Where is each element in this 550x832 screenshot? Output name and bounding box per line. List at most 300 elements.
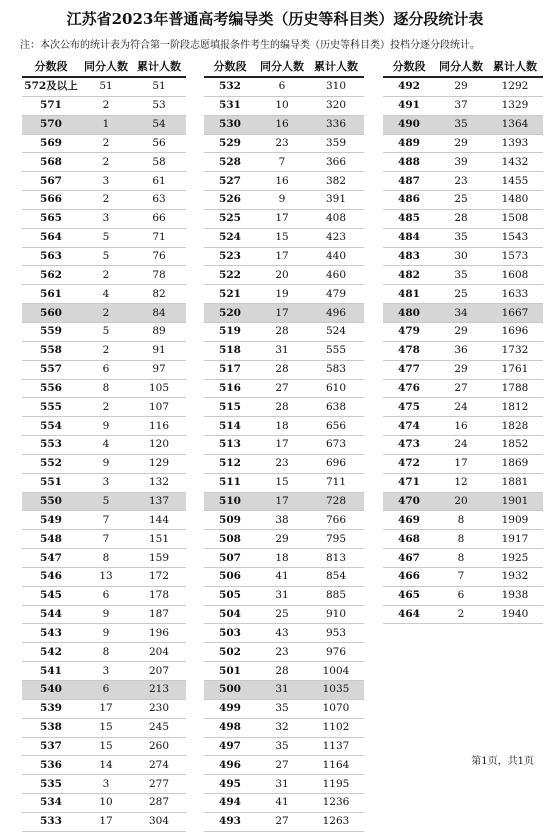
same-score-count-cell: 2 <box>80 398 132 417</box>
score-cell: 568 <box>22 153 80 172</box>
same-score-count-cell: 2 <box>80 341 132 360</box>
score-cell: 482 <box>383 266 435 285</box>
table-row <box>22 96 186 115</box>
table-row <box>22 153 186 172</box>
table-row <box>204 681 364 700</box>
score-cell: 483 <box>383 247 435 266</box>
score-cell: 548 <box>22 530 80 549</box>
cumulative-count-cell: 1070 <box>308 699 364 718</box>
same-score-count-cell: 12 <box>435 473 487 492</box>
score-cell: 571 <box>22 96 80 115</box>
same-score-count-cell: 28 <box>256 662 308 681</box>
same-score-count-cell: 38 <box>256 511 308 530</box>
same-score-count-cell: 37 <box>435 96 487 115</box>
same-score-count-cell: 9 <box>80 624 132 643</box>
same-score-count-cell: 3 <box>80 775 132 794</box>
same-score-count-cell: 28 <box>435 209 487 228</box>
cumulative-count-cell: 89 <box>132 322 186 341</box>
table-row <box>22 379 186 398</box>
same-score-count-cell: 5 <box>80 247 132 266</box>
score-cell: 541 <box>22 662 80 681</box>
cumulative-count-cell: 795 <box>308 530 364 549</box>
score-cell: 559 <box>22 322 80 341</box>
cumulative-count-cell: 1852 <box>487 436 543 455</box>
score-cell: 474 <box>383 417 435 436</box>
cumulative-count-cell: 58 <box>132 153 186 172</box>
table-row <box>204 398 364 417</box>
same-score-count-cell: 23 <box>435 172 487 191</box>
table-row <box>22 417 186 436</box>
same-score-count-cell: 2 <box>80 304 132 323</box>
cumulative-count-cell: 277 <box>132 775 186 794</box>
table-row <box>204 379 364 398</box>
score-cell: 465 <box>383 586 435 605</box>
score-cell: 533 <box>22 812 80 831</box>
same-score-count-cell: 15 <box>80 737 132 756</box>
table-row <box>204 662 364 681</box>
cumulative-count-cell: 976 <box>308 643 364 662</box>
same-score-count-cell: 35 <box>435 266 487 285</box>
score-cell: 488 <box>383 153 435 172</box>
table-row <box>204 153 364 172</box>
same-score-count-cell: 8 <box>80 379 132 398</box>
table-row <box>383 586 543 605</box>
table-row <box>383 134 543 153</box>
cumulative-count-cell: 1932 <box>487 567 543 586</box>
cumulative-count-cell: 583 <box>308 360 364 379</box>
same-score-count-cell: 7 <box>256 153 308 172</box>
cumulative-count-cell: 91 <box>132 341 186 360</box>
cumulative-count-cell: 766 <box>308 511 364 530</box>
table-row <box>22 586 186 605</box>
same-score-count-cell: 27 <box>435 379 487 398</box>
cumulative-count-cell: 460 <box>308 266 364 285</box>
cumulative-count-cell: 391 <box>308 191 364 210</box>
score-cell: 469 <box>383 511 435 530</box>
same-score-count-cell: 7 <box>80 511 132 530</box>
cumulative-count-cell: 71 <box>132 228 186 247</box>
cumulative-count-cell: 245 <box>132 718 186 737</box>
cumulative-count-cell: 320 <box>308 96 364 115</box>
table-row <box>383 77 543 96</box>
table-row <box>22 77 186 96</box>
cumulative-count-cell: 885 <box>308 586 364 605</box>
score-cell: 479 <box>383 322 435 341</box>
table-row <box>22 812 186 831</box>
same-score-count-cell: 14 <box>80 756 132 775</box>
same-score-count-cell: 31 <box>256 681 308 700</box>
score-table-column-2 <box>204 56 364 832</box>
score-cell: 514 <box>204 417 256 436</box>
table-row <box>204 605 364 624</box>
cumulative-count-cell: 728 <box>308 492 364 511</box>
cumulative-count-cell: 137 <box>132 492 186 511</box>
same-score-count-cell: 4 <box>80 436 132 455</box>
table-row <box>22 436 186 455</box>
cumulative-count-cell: 336 <box>308 115 364 134</box>
same-score-count-cell: 35 <box>256 737 308 756</box>
score-cell: 508 <box>204 530 256 549</box>
header-cumulative-count: 累计人数 <box>132 56 186 77</box>
table-row <box>204 172 364 191</box>
table-row <box>22 228 186 247</box>
cumulative-count-cell: 1480 <box>487 191 543 210</box>
table-row <box>22 567 186 586</box>
same-score-count-cell: 17 <box>435 454 487 473</box>
same-score-count-cell: 31 <box>256 775 308 794</box>
table-row <box>383 247 543 266</box>
score-cell: 562 <box>22 266 80 285</box>
same-score-count-cell: 3 <box>80 209 132 228</box>
score-cell: 466 <box>383 567 435 586</box>
same-score-count-cell: 17 <box>256 304 308 323</box>
cumulative-count-cell: 1393 <box>487 134 543 153</box>
score-cell: 524 <box>204 228 256 247</box>
same-score-count-cell: 29 <box>435 360 487 379</box>
same-score-count-cell: 3 <box>80 172 132 191</box>
table-row <box>383 530 543 549</box>
cumulative-count-cell: 1102 <box>308 718 364 737</box>
table-row <box>204 643 364 662</box>
score-cell: 467 <box>383 549 435 568</box>
cumulative-count-cell: 287 <box>132 794 186 813</box>
header-score-range: 分数段 <box>204 56 256 77</box>
score-cell: 572及以上 <box>22 77 80 96</box>
table-row <box>383 492 543 511</box>
score-cell: 530 <box>204 115 256 134</box>
table-row <box>204 473 364 492</box>
table-row <box>204 699 364 718</box>
same-score-count-cell: 8 <box>435 511 487 530</box>
cumulative-count-cell: 1263 <box>308 812 364 831</box>
cumulative-count-cell: 1925 <box>487 549 543 568</box>
score-cell: 468 <box>383 530 435 549</box>
cumulative-count-cell: 1195 <box>308 775 364 794</box>
same-score-count-cell: 2 <box>435 605 487 624</box>
cumulative-count-cell: 910 <box>308 605 364 624</box>
same-score-count-cell: 28 <box>256 360 308 379</box>
cumulative-count-cell: 78 <box>132 266 186 285</box>
score-cell: 556 <box>22 379 80 398</box>
same-score-count-cell: 27 <box>256 812 308 831</box>
score-cell: 497 <box>204 737 256 756</box>
score-cell: 563 <box>22 247 80 266</box>
same-score-count-cell: 5 <box>80 492 132 511</box>
score-cell: 569 <box>22 134 80 153</box>
score-cell: 519 <box>204 322 256 341</box>
score-cell: 544 <box>22 605 80 624</box>
table-row <box>204 812 364 831</box>
table-row <box>22 454 186 473</box>
cumulative-count-cell: 129 <box>132 454 186 473</box>
score-cell: 545 <box>22 586 80 605</box>
cumulative-count-cell: 496 <box>308 304 364 323</box>
same-score-count-cell: 2 <box>80 153 132 172</box>
cumulative-count-cell: 274 <box>132 756 186 775</box>
score-cell: 490 <box>383 115 435 134</box>
score-cell: 546 <box>22 567 80 586</box>
same-score-count-cell: 6 <box>80 681 132 700</box>
score-cell: 520 <box>204 304 256 323</box>
table-row <box>22 473 186 492</box>
table-row <box>383 266 543 285</box>
table-row <box>22 530 186 549</box>
score-cell: 464 <box>383 605 435 624</box>
same-score-count-cell: 20 <box>256 266 308 285</box>
table-row <box>204 737 364 756</box>
same-score-count-cell: 35 <box>435 115 487 134</box>
table-row <box>204 134 364 153</box>
table-row <box>22 699 186 718</box>
same-score-count-cell: 6 <box>80 586 132 605</box>
cumulative-count-cell: 1869 <box>487 454 543 473</box>
page-footer: 第1页，共1页 <box>471 756 534 767</box>
score-cell: 472 <box>383 454 435 473</box>
table-row <box>204 756 364 775</box>
cumulative-count-cell: 56 <box>132 134 186 153</box>
score-cell: 493 <box>204 812 256 831</box>
table-row <box>22 549 186 568</box>
same-score-count-cell: 17 <box>256 247 308 266</box>
score-cell: 560 <box>22 304 80 323</box>
score-cell: 550 <box>22 492 80 511</box>
cumulative-count-cell: 1329 <box>487 96 543 115</box>
cumulative-count-cell: 66 <box>132 209 186 228</box>
table-row <box>204 247 364 266</box>
table-row <box>22 209 186 228</box>
same-score-count-cell: 9 <box>80 454 132 473</box>
score-cell: 516 <box>204 379 256 398</box>
score-cell: 564 <box>22 228 80 247</box>
cumulative-count-cell: 1696 <box>487 322 543 341</box>
same-score-count-cell: 2 <box>80 266 132 285</box>
cumulative-count-cell: 1788 <box>487 379 543 398</box>
same-score-count-cell: 15 <box>256 473 308 492</box>
same-score-count-cell: 25 <box>435 191 487 210</box>
score-cell: 487 <box>383 172 435 191</box>
table-row <box>383 285 543 304</box>
cumulative-count-cell: 696 <box>308 454 364 473</box>
score-cell: 526 <box>204 191 256 210</box>
cumulative-count-cell: 304 <box>132 812 186 831</box>
table-row <box>204 436 364 455</box>
cumulative-count-cell: 1035 <box>308 681 364 700</box>
table-row <box>383 191 543 210</box>
table-note: 注：本次公布的统计表为符合第一阶段志愿填报条件考生的编导类（历史等科目类）投档分逐分段统计。 <box>20 40 480 51</box>
table-row <box>22 115 186 134</box>
cumulative-count-cell: 61 <box>132 172 186 191</box>
score-cell: 537 <box>22 737 80 756</box>
score-cell: 503 <box>204 624 256 643</box>
cumulative-count-cell: 408 <box>308 209 364 228</box>
cumulative-count-cell: 132 <box>132 473 186 492</box>
score-cell: 566 <box>22 191 80 210</box>
same-score-count-cell: 6 <box>256 77 308 96</box>
cumulative-count-cell: 207 <box>132 662 186 681</box>
header-same-score-count: 同分人数 <box>80 56 132 77</box>
cumulative-count-cell: 172 <box>132 567 186 586</box>
cumulative-count-cell: 440 <box>308 247 364 266</box>
same-score-count-cell: 25 <box>256 605 308 624</box>
cumulative-count-cell: 213 <box>132 681 186 700</box>
table-row <box>22 511 186 530</box>
cumulative-count-cell: 82 <box>132 285 186 304</box>
score-cell: 477 <box>383 360 435 379</box>
cumulative-count-cell: 1543 <box>487 228 543 247</box>
score-cell: 495 <box>204 775 256 794</box>
same-score-count-cell: 28 <box>256 398 308 417</box>
same-score-count-cell: 8 <box>80 643 132 662</box>
cumulative-count-cell: 711 <box>308 473 364 492</box>
same-score-count-cell: 8 <box>435 530 487 549</box>
same-score-count-cell: 35 <box>435 228 487 247</box>
table-row <box>204 586 364 605</box>
cumulative-count-cell: 854 <box>308 567 364 586</box>
score-cell: 481 <box>383 285 435 304</box>
score-cell: 473 <box>383 436 435 455</box>
same-score-count-cell: 31 <box>256 586 308 605</box>
table-row <box>204 417 364 436</box>
cumulative-count-cell: 159 <box>132 549 186 568</box>
cumulative-count-cell: 107 <box>132 398 186 417</box>
cumulative-count-cell: 555 <box>308 341 364 360</box>
table-row <box>204 304 364 323</box>
cumulative-count-cell: 1608 <box>487 266 543 285</box>
same-score-count-cell: 32 <box>256 718 308 737</box>
cumulative-count-cell: 1164 <box>308 756 364 775</box>
score-cell: 507 <box>204 549 256 568</box>
same-score-count-cell: 23 <box>256 454 308 473</box>
cumulative-count-cell: 105 <box>132 379 186 398</box>
same-score-count-cell: 2 <box>80 191 132 210</box>
cumulative-count-cell: 1508 <box>487 209 543 228</box>
table-row <box>383 322 543 341</box>
score-cell: 528 <box>204 153 256 172</box>
table-row <box>22 360 186 379</box>
table-row <box>22 643 186 662</box>
score-cell: 502 <box>204 643 256 662</box>
score-cell: 517 <box>204 360 256 379</box>
score-cell: 538 <box>22 718 80 737</box>
cumulative-count-cell: 1938 <box>487 586 543 605</box>
score-cell: 484 <box>383 228 435 247</box>
table-row <box>383 209 543 228</box>
cumulative-count-cell: 813 <box>308 549 364 568</box>
same-score-count-cell: 17 <box>256 209 308 228</box>
header-same-score-count: 同分人数 <box>256 56 308 77</box>
score-cell: 540 <box>22 681 80 700</box>
score-cell: 513 <box>204 436 256 455</box>
cumulative-count-cell: 524 <box>308 322 364 341</box>
same-score-count-cell: 6 <box>80 360 132 379</box>
same-score-count-cell: 17 <box>256 436 308 455</box>
cumulative-count-cell: 1236 <box>308 794 364 813</box>
same-score-count-cell: 8 <box>435 549 487 568</box>
score-cell: 543 <box>22 624 80 643</box>
table-row <box>204 794 364 813</box>
same-score-count-cell: 15 <box>256 228 308 247</box>
score-cell: 471 <box>383 473 435 492</box>
table-row <box>204 77 364 96</box>
table-row <box>204 511 364 530</box>
score-cell: 539 <box>22 699 80 718</box>
cumulative-count-cell: 1812 <box>487 398 543 417</box>
cumulative-count-cell: 1573 <box>487 247 543 266</box>
header-cumulative-count: 累计人数 <box>487 56 543 77</box>
same-score-count-cell: 27 <box>256 756 308 775</box>
score-cell: 512 <box>204 454 256 473</box>
same-score-count-cell: 27 <box>256 379 308 398</box>
table-row <box>204 191 364 210</box>
cumulative-count-cell: 1732 <box>487 341 543 360</box>
score-cell: 552 <box>22 454 80 473</box>
cumulative-count-cell: 144 <box>132 511 186 530</box>
score-table-column-3 <box>383 56 543 624</box>
table-row <box>22 191 186 210</box>
same-score-count-cell: 10 <box>256 96 308 115</box>
table-row <box>383 304 543 323</box>
score-cell: 523 <box>204 247 256 266</box>
score-cell: 542 <box>22 643 80 662</box>
cumulative-count-cell: 310 <box>308 77 364 96</box>
score-cell: 534 <box>22 794 80 813</box>
same-score-count-cell: 24 <box>435 436 487 455</box>
score-cell: 510 <box>204 492 256 511</box>
score-cell: 486 <box>383 191 435 210</box>
same-score-count-cell: 34 <box>435 304 487 323</box>
cumulative-count-cell: 63 <box>132 191 186 210</box>
table-row <box>204 322 364 341</box>
score-cell: 536 <box>22 756 80 775</box>
score-cell: 504 <box>204 605 256 624</box>
score-cell: 500 <box>204 681 256 700</box>
same-score-count-cell: 17 <box>80 699 132 718</box>
header-cumulative-count: 累计人数 <box>308 56 364 77</box>
score-cell: 505 <box>204 586 256 605</box>
cumulative-count-cell: 204 <box>132 643 186 662</box>
cumulative-count-cell: 51 <box>132 77 186 96</box>
same-score-count-cell: 9 <box>256 191 308 210</box>
score-cell: 522 <box>204 266 256 285</box>
table-row <box>22 605 186 624</box>
table-row <box>383 341 543 360</box>
same-score-count-cell: 17 <box>80 812 132 831</box>
table-row <box>204 96 364 115</box>
cumulative-count-cell: 97 <box>132 360 186 379</box>
same-score-count-cell: 13 <box>80 567 132 586</box>
score-cell: 499 <box>204 699 256 718</box>
table-row <box>383 549 543 568</box>
table-row <box>22 322 186 341</box>
score-cell: 515 <box>204 398 256 417</box>
table-row <box>22 304 186 323</box>
same-score-count-cell: 20 <box>435 492 487 511</box>
page-title: 江苏省2023年普通高考编导类（历史等科目类）逐分段统计表 <box>66 10 484 28</box>
cumulative-count-cell: 54 <box>132 115 186 134</box>
score-cell: 480 <box>383 304 435 323</box>
same-score-count-cell: 16 <box>256 172 308 191</box>
table-row <box>204 530 364 549</box>
score-cell: 549 <box>22 511 80 530</box>
same-score-count-cell: 51 <box>80 77 132 96</box>
same-score-count-cell: 2 <box>80 96 132 115</box>
table-row <box>383 511 543 530</box>
cumulative-count-cell: 1292 <box>487 77 543 96</box>
table-row <box>204 567 364 586</box>
cumulative-count-cell: 1004 <box>308 662 364 681</box>
score-cell: 478 <box>383 341 435 360</box>
same-score-count-cell: 24 <box>435 398 487 417</box>
